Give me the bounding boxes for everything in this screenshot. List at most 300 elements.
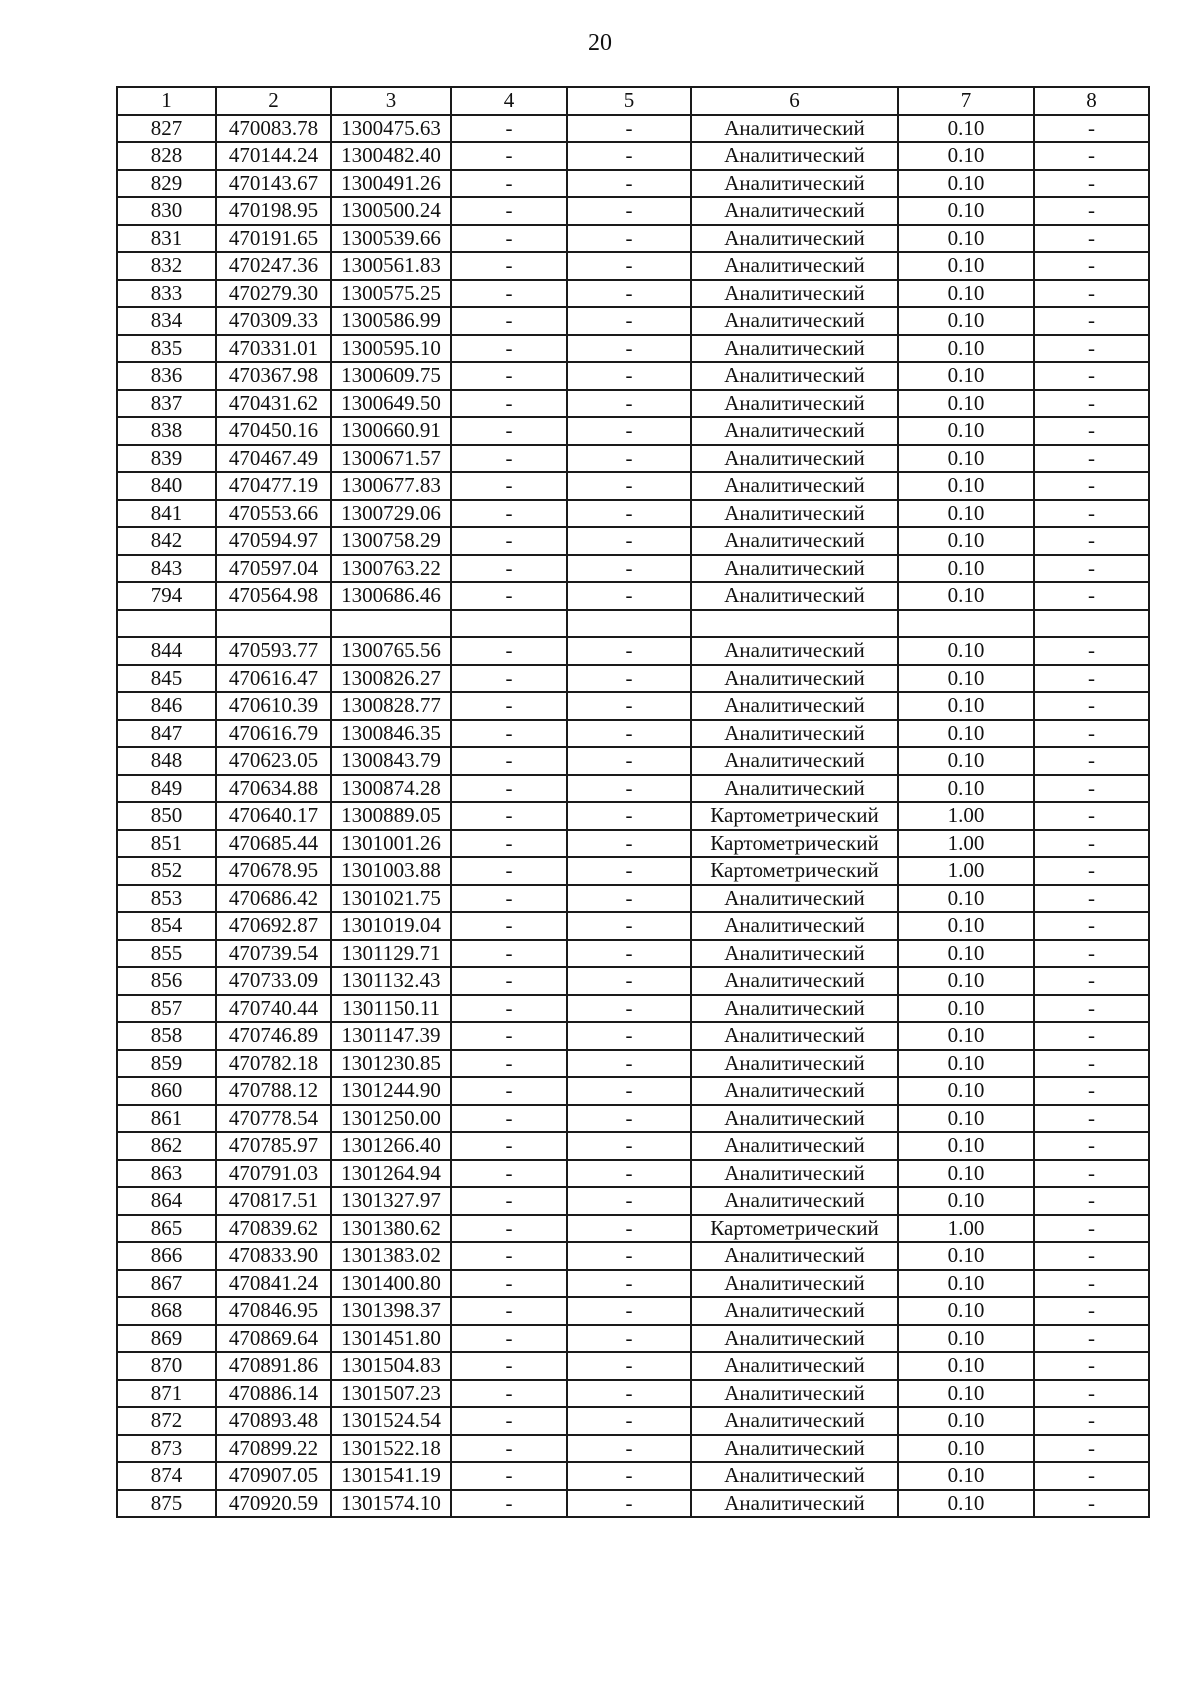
cell-col-5: - — [567, 472, 691, 500]
table-row — [117, 1160, 1149, 1188]
table-row — [117, 830, 1149, 858]
cell-y-coordinate: 1300561.83 — [331, 252, 451, 280]
cell-x-coordinate: 470331.01 — [216, 335, 331, 363]
cell-col-4: - — [451, 637, 567, 665]
cell-point-number: 856 — [117, 967, 216, 995]
cell-col-5: - — [567, 1077, 691, 1105]
cell-point-number: 830 — [117, 197, 216, 225]
cell-x-coordinate: 470817.51 — [216, 1187, 331, 1215]
cell-col-4: - — [451, 885, 567, 913]
cell-point-number: 874 — [117, 1462, 216, 1490]
cell-method: Аналитический — [691, 1435, 898, 1463]
table-row — [117, 1435, 1149, 1463]
cell-y-coordinate: 1301383.02 — [331, 1242, 451, 1270]
cell-point-number: 847 — [117, 720, 216, 748]
cell-accuracy: 0.10 — [898, 692, 1034, 720]
cell-accuracy: 0.10 — [898, 417, 1034, 445]
table-header-row — [117, 87, 1149, 115]
cell-point-number: 829 — [117, 170, 216, 198]
cell-x-coordinate: 470869.64 — [216, 1325, 331, 1353]
column-header-6: 6 — [691, 87, 898, 115]
cell-x-coordinate: 470623.05 — [216, 747, 331, 775]
table-row — [117, 555, 1149, 583]
cell-y-coordinate: 1301230.85 — [331, 1050, 451, 1078]
cell-col-8: - — [1034, 225, 1149, 253]
cell-x-coordinate: 470740.44 — [216, 995, 331, 1023]
table-row — [117, 1050, 1149, 1078]
cell-y-coordinate: 1300660.91 — [331, 417, 451, 445]
table-row — [117, 720, 1149, 748]
cell-method: Аналитический — [691, 747, 898, 775]
cell-point-number: 869 — [117, 1325, 216, 1353]
cell-y-coordinate: 1300475.63 — [331, 115, 451, 143]
cell-col-5: - — [567, 1490, 691, 1518]
cell-point-number: 852 — [117, 857, 216, 885]
cell-method: Аналитический — [691, 1160, 898, 1188]
cell-col-5: - — [567, 252, 691, 280]
table-row — [117, 1270, 1149, 1298]
cell-col-4: - — [451, 1435, 567, 1463]
cell-col-8: - — [1034, 582, 1149, 610]
cell-point-number: 837 — [117, 390, 216, 418]
cell-col-4: - — [451, 390, 567, 418]
cell-point-number: 845 — [117, 665, 216, 693]
cell-x-coordinate: 470746.89 — [216, 1022, 331, 1050]
cell-method: Аналитический — [691, 307, 898, 335]
cell-method: Картометрический — [691, 1215, 898, 1243]
cell-x-coordinate: 470279.30 — [216, 280, 331, 308]
cell-col-8: - — [1034, 252, 1149, 280]
cell-point-number: 870 — [117, 1352, 216, 1380]
table-row — [117, 280, 1149, 308]
cell-col-4: - — [451, 1215, 567, 1243]
cell-method: Аналитический — [691, 555, 898, 583]
cell-col-5: - — [567, 1380, 691, 1408]
cell-point-number: 827 — [117, 115, 216, 143]
table-row — [117, 1215, 1149, 1243]
table-row — [117, 445, 1149, 473]
cell-col-8: - — [1034, 1022, 1149, 1050]
cell-x-coordinate: 470785.97 — [216, 1132, 331, 1160]
cell-point-number: 844 — [117, 637, 216, 665]
cell-col-5 — [567, 610, 691, 638]
cell-method: Аналитический — [691, 1270, 898, 1298]
table-row — [117, 472, 1149, 500]
cell-method: Аналитический — [691, 445, 898, 473]
cell-y-coordinate: 1301522.18 — [331, 1435, 451, 1463]
table-row — [117, 1132, 1149, 1160]
cell-y-coordinate: 1301244.90 — [331, 1077, 451, 1105]
cell-accuracy: 0.10 — [898, 1352, 1034, 1380]
table-row — [117, 307, 1149, 335]
cell-point-number: 855 — [117, 940, 216, 968]
cell-point-number: 833 — [117, 280, 216, 308]
cell-x-coordinate: 470593.77 — [216, 637, 331, 665]
cell-col-4: - — [451, 1270, 567, 1298]
cell-col-5: - — [567, 637, 691, 665]
cell-y-coordinate: 1301001.26 — [331, 830, 451, 858]
table-row — [117, 1462, 1149, 1490]
table-row — [117, 1490, 1149, 1518]
cell-y-coordinate: 1301019.04 — [331, 912, 451, 940]
cell-col-8: - — [1034, 857, 1149, 885]
cell-accuracy: 0.10 — [898, 1242, 1034, 1270]
cell-point-number: 838 — [117, 417, 216, 445]
cell-col-4: - — [451, 1297, 567, 1325]
cell-y-coordinate: 1301150.11 — [331, 995, 451, 1023]
cell-point-number: 840 — [117, 472, 216, 500]
cell-accuracy: 0.10 — [898, 1077, 1034, 1105]
cell-col-5: - — [567, 1270, 691, 1298]
cell-col-8: - — [1034, 445, 1149, 473]
cell-col-5: - — [567, 1462, 691, 1490]
table-row — [117, 665, 1149, 693]
table-row — [117, 885, 1149, 913]
cell-method: Аналитический — [691, 1022, 898, 1050]
cell-col-4: - — [451, 857, 567, 885]
cell-point-number: 875 — [117, 1490, 216, 1518]
cell-col-4: - — [451, 527, 567, 555]
cell-x-coordinate: 470309.33 — [216, 307, 331, 335]
cell-point-number: 841 — [117, 500, 216, 528]
cell-accuracy: 1.00 — [898, 1215, 1034, 1243]
table-row — [117, 1297, 1149, 1325]
cell-col-8: - — [1034, 1242, 1149, 1270]
cell-y-coordinate: 1301524.54 — [331, 1407, 451, 1435]
cell-method — [691, 610, 898, 638]
cell-point-number: 834 — [117, 307, 216, 335]
cell-accuracy: 0.10 — [898, 170, 1034, 198]
cell-col-5: - — [567, 1407, 691, 1435]
cell-accuracy: 0.10 — [898, 115, 1034, 143]
cell-col-8: - — [1034, 940, 1149, 968]
cell-col-4: - — [451, 1407, 567, 1435]
cell-col-4: - — [451, 1022, 567, 1050]
cell-y-coordinate: 1300846.35 — [331, 720, 451, 748]
table-row — [117, 527, 1149, 555]
cell-method: Аналитический — [691, 1242, 898, 1270]
cell-col-5: - — [567, 995, 691, 1023]
cell-method: Картометрический — [691, 830, 898, 858]
cell-method: Аналитический — [691, 1462, 898, 1490]
cell-col-5: - — [567, 830, 691, 858]
cell-col-5: - — [567, 417, 691, 445]
cell-method: Аналитический — [691, 280, 898, 308]
cell-col-5: - — [567, 555, 691, 583]
cell-method: Аналитический — [691, 885, 898, 913]
cell-col-5: - — [567, 527, 691, 555]
column-header-5: 5 — [567, 87, 691, 115]
cell-col-4: - — [451, 967, 567, 995]
cell-y-coordinate: 1300595.10 — [331, 335, 451, 363]
cell-accuracy: 0.10 — [898, 1490, 1034, 1518]
cell-col-4: - — [451, 582, 567, 610]
cell-x-coordinate: 470610.39 — [216, 692, 331, 720]
cell-y-coordinate: 1300843.79 — [331, 747, 451, 775]
cell-col-4: - — [451, 1352, 567, 1380]
cell-x-coordinate: 470899.22 — [216, 1435, 331, 1463]
cell-accuracy: 0.10 — [898, 445, 1034, 473]
cell-col-5: - — [567, 747, 691, 775]
table-row — [117, 1022, 1149, 1050]
cell-point-number: 850 — [117, 802, 216, 830]
cell-method: Аналитический — [691, 1380, 898, 1408]
cell-col-8: - — [1034, 280, 1149, 308]
cell-col-4: - — [451, 747, 567, 775]
column-header-1: 1 — [117, 87, 216, 115]
cell-col-8: - — [1034, 142, 1149, 170]
cell-col-4: - — [451, 252, 567, 280]
cell-col-5: - — [567, 170, 691, 198]
cell-accuracy: 0.10 — [898, 390, 1034, 418]
cell-y-coordinate: 1301451.80 — [331, 1325, 451, 1353]
cell-method: Аналитический — [691, 390, 898, 418]
cell-method: Аналитический — [691, 720, 898, 748]
cell-col-5: - — [567, 967, 691, 995]
cell-col-5: - — [567, 1325, 691, 1353]
cell-accuracy: 0.10 — [898, 1050, 1034, 1078]
table-row — [117, 335, 1149, 363]
table-row — [117, 115, 1149, 143]
cell-method: Аналитический — [691, 527, 898, 555]
cell-col-4: - — [451, 1325, 567, 1353]
cell-point-number: 865 — [117, 1215, 216, 1243]
cell-col-5: - — [567, 940, 691, 968]
cell-accuracy: 0.10 — [898, 362, 1034, 390]
cell-point-number: 851 — [117, 830, 216, 858]
cell-method: Аналитический — [691, 142, 898, 170]
cell-method: Аналитический — [691, 1132, 898, 1160]
cell-y-coordinate: 1300575.25 — [331, 280, 451, 308]
cell-col-4 — [451, 610, 567, 638]
cell-accuracy: 0.10 — [898, 1132, 1034, 1160]
table-row — [117, 417, 1149, 445]
cell-col-4: - — [451, 170, 567, 198]
cell-accuracy: 0.10 — [898, 747, 1034, 775]
cell-col-5: - — [567, 390, 691, 418]
cell-accuracy: 0.10 — [898, 995, 1034, 1023]
cell-point-number: 859 — [117, 1050, 216, 1078]
cell-method: Аналитический — [691, 940, 898, 968]
table-row — [117, 252, 1149, 280]
cell-col-8: - — [1034, 1215, 1149, 1243]
cell-accuracy: 0.10 — [898, 1462, 1034, 1490]
cell-x-coordinate: 470594.97 — [216, 527, 331, 555]
cell-accuracy: 0.10 — [898, 1380, 1034, 1408]
cell-col-4: - — [451, 335, 567, 363]
cell-x-coordinate: 470198.95 — [216, 197, 331, 225]
cell-col-5: - — [567, 335, 691, 363]
cell-accuracy: 0.10 — [898, 1187, 1034, 1215]
cell-y-coordinate: 1300609.75 — [331, 362, 451, 390]
cell-col-5: - — [567, 280, 691, 308]
cell-accuracy: 0.10 — [898, 582, 1034, 610]
cell-accuracy: 0.10 — [898, 637, 1034, 665]
cell-col-4: - — [451, 665, 567, 693]
cell-x-coordinate: 470920.59 — [216, 1490, 331, 1518]
cell-col-5: - — [567, 500, 691, 528]
cell-y-coordinate: 1301129.71 — [331, 940, 451, 968]
cell-accuracy: 0.10 — [898, 225, 1034, 253]
table-row — [117, 1077, 1149, 1105]
table-row — [117, 637, 1149, 665]
cell-col-4: - — [451, 802, 567, 830]
cell-y-coordinate: 1300539.66 — [331, 225, 451, 253]
cell-point-number: 872 — [117, 1407, 216, 1435]
cell-accuracy: 0.10 — [898, 1297, 1034, 1325]
cell-method: Аналитический — [691, 417, 898, 445]
cell-x-coordinate: 470893.48 — [216, 1407, 331, 1435]
cell-point-number: 835 — [117, 335, 216, 363]
cell-col-8: - — [1034, 555, 1149, 583]
cell-point-number: 861 — [117, 1105, 216, 1133]
cell-point-number: 842 — [117, 527, 216, 555]
page-number: 20 — [588, 30, 612, 56]
cell-method: Аналитический — [691, 637, 898, 665]
cell-point-number: 858 — [117, 1022, 216, 1050]
cell-col-5: - — [567, 142, 691, 170]
cell-accuracy: 1.00 — [898, 857, 1034, 885]
cell-method: Аналитический — [691, 775, 898, 803]
cell-point-number: 873 — [117, 1435, 216, 1463]
cell-col-4: - — [451, 280, 567, 308]
cell-point-number: 868 — [117, 1297, 216, 1325]
cell-x-coordinate: 470564.98 — [216, 582, 331, 610]
cell-col-4: - — [451, 1187, 567, 1215]
cell-y-coordinate: 1301541.19 — [331, 1462, 451, 1490]
cell-accuracy: 0.10 — [898, 665, 1034, 693]
cell-col-5: - — [567, 1352, 691, 1380]
cell-col-8: - — [1034, 1407, 1149, 1435]
cell-x-coordinate: 470467.49 — [216, 445, 331, 473]
cell-x-coordinate: 470640.17 — [216, 802, 331, 830]
cell-col-8: - — [1034, 967, 1149, 995]
table-row — [117, 802, 1149, 830]
cell-col-4: - — [451, 720, 567, 748]
cell-accuracy: 0.10 — [898, 1270, 1034, 1298]
cell-col-8: - — [1034, 1435, 1149, 1463]
cell-x-coordinate: 470791.03 — [216, 1160, 331, 1188]
cell-point-number: 843 — [117, 555, 216, 583]
cell-x-coordinate: 470782.18 — [216, 1050, 331, 1078]
cell-y-coordinate: 1300828.77 — [331, 692, 451, 720]
table-row — [117, 142, 1149, 170]
cell-accuracy: 0.10 — [898, 527, 1034, 555]
cell-y-coordinate: 1301574.10 — [331, 1490, 451, 1518]
cell-x-coordinate: 470733.09 — [216, 967, 331, 995]
cell-col-4: - — [451, 830, 567, 858]
cell-y-coordinate: 1301147.39 — [331, 1022, 451, 1050]
table-row — [117, 857, 1149, 885]
coordinates-table — [116, 86, 1150, 1518]
table-row — [117, 940, 1149, 968]
cell-accuracy: 0.10 — [898, 912, 1034, 940]
cell-x-coordinate — [216, 610, 331, 638]
cell-x-coordinate: 470839.62 — [216, 1215, 331, 1243]
cell-y-coordinate: 1301507.23 — [331, 1380, 451, 1408]
cell-col-4: - — [451, 940, 567, 968]
cell-y-coordinate: 1301266.40 — [331, 1132, 451, 1160]
cell-col-4: - — [451, 500, 567, 528]
cell-col-4: - — [451, 1077, 567, 1105]
cell-accuracy: 0.10 — [898, 335, 1034, 363]
cell-y-coordinate: 1301398.37 — [331, 1297, 451, 1325]
cell-col-8: - — [1034, 500, 1149, 528]
cell-col-8: - — [1034, 1105, 1149, 1133]
cell-x-coordinate: 470841.24 — [216, 1270, 331, 1298]
cell-x-coordinate: 470634.88 — [216, 775, 331, 803]
cell-x-coordinate: 470846.95 — [216, 1297, 331, 1325]
cell-col-4: - — [451, 1380, 567, 1408]
cell-method: Аналитический — [691, 1187, 898, 1215]
cell-x-coordinate: 470367.98 — [216, 362, 331, 390]
cell-col-8: - — [1034, 885, 1149, 913]
cell-point-number: 836 — [117, 362, 216, 390]
cell-x-coordinate: 470597.04 — [216, 555, 331, 583]
cell-col-5: - — [567, 1132, 691, 1160]
cell-accuracy: 1.00 — [898, 802, 1034, 830]
cell-col-8: - — [1034, 335, 1149, 363]
cell-col-5: - — [567, 692, 691, 720]
table-row — [117, 967, 1149, 995]
cell-y-coordinate: 1300500.24 — [331, 197, 451, 225]
cell-col-8: - — [1034, 995, 1149, 1023]
cell-col-8: - — [1034, 665, 1149, 693]
cell-col-8: - — [1034, 1077, 1149, 1105]
column-header-8: 8 — [1034, 87, 1149, 115]
cell-y-coordinate: 1301003.88 — [331, 857, 451, 885]
table-row — [117, 747, 1149, 775]
cell-x-coordinate: 470907.05 — [216, 1462, 331, 1490]
cell-y-coordinate: 1300586.99 — [331, 307, 451, 335]
cell-point-number: 860 — [117, 1077, 216, 1105]
cell-y-coordinate: 1301264.94 — [331, 1160, 451, 1188]
cell-col-4: - — [451, 1242, 567, 1270]
cell-method: Аналитический — [691, 1490, 898, 1518]
cell-x-coordinate: 470788.12 — [216, 1077, 331, 1105]
table-body — [117, 115, 1149, 1518]
table-row — [117, 1325, 1149, 1353]
cell-y-coordinate: 1300889.05 — [331, 802, 451, 830]
cell-col-8: - — [1034, 1325, 1149, 1353]
cell-accuracy: 0.10 — [898, 1435, 1034, 1463]
cell-col-4: - — [451, 995, 567, 1023]
cell-y-coordinate: 1300729.06 — [331, 500, 451, 528]
cell-point-number — [117, 610, 216, 638]
cell-col-8: - — [1034, 1352, 1149, 1380]
cell-x-coordinate: 470450.16 — [216, 417, 331, 445]
cell-method: Аналитический — [691, 170, 898, 198]
cell-col-5: - — [567, 307, 691, 335]
cell-method: Аналитический — [691, 335, 898, 363]
cell-point-number: 862 — [117, 1132, 216, 1160]
cell-point-number: 839 — [117, 445, 216, 473]
cell-y-coordinate: 1300686.46 — [331, 582, 451, 610]
cell-y-coordinate: 1300482.40 — [331, 142, 451, 170]
cell-y-coordinate: 1300671.57 — [331, 445, 451, 473]
cell-y-coordinate: 1300491.26 — [331, 170, 451, 198]
cell-method: Аналитический — [691, 197, 898, 225]
cell-col-8: - — [1034, 1462, 1149, 1490]
column-header-7: 7 — [898, 87, 1034, 115]
table-row — [117, 610, 1149, 638]
cell-col-5: - — [567, 582, 691, 610]
cell-x-coordinate: 470739.54 — [216, 940, 331, 968]
cell-col-8: - — [1034, 362, 1149, 390]
cell-col-5: - — [567, 1187, 691, 1215]
cell-y-coordinate: 1301250.00 — [331, 1105, 451, 1133]
cell-col-4: - — [451, 555, 567, 583]
